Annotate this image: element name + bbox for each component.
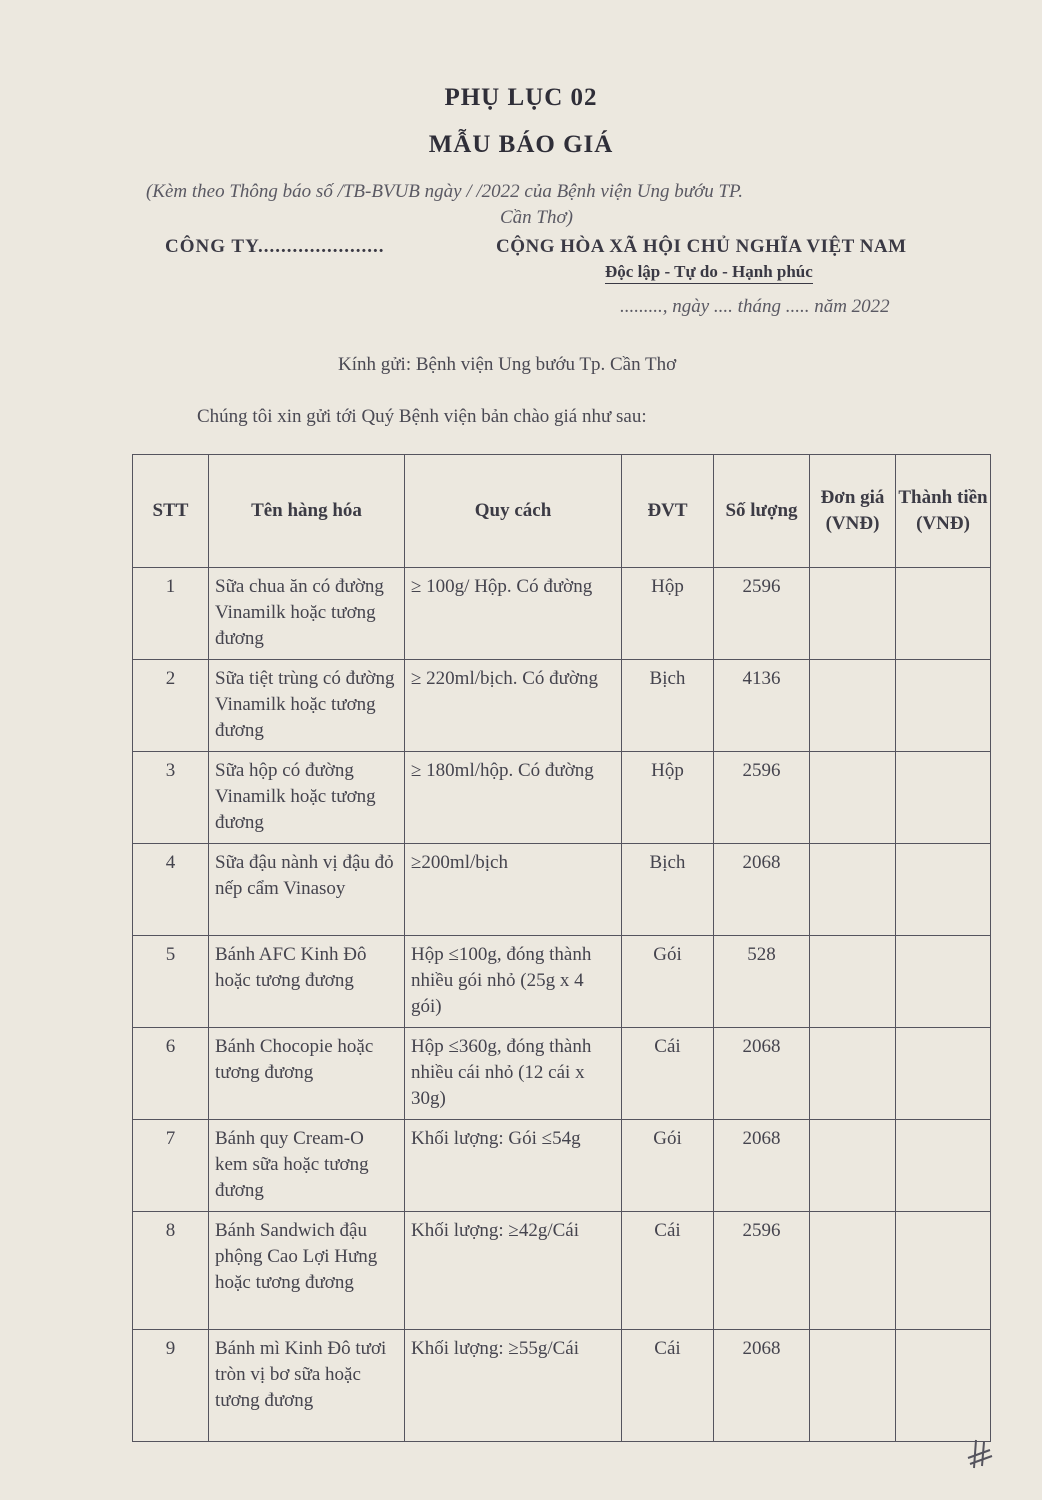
table-row <box>133 1028 991 1120</box>
cell-stt: 9 <box>133 1330 209 1442</box>
cell-name: Bánh quy Cream-O kem sữa hoặc tương đương <box>209 1120 405 1212</box>
cell-name: Bánh Sandwich đậu phộng Cao Lợi Hưng hoặc tương đương <box>209 1212 405 1330</box>
cell-total <box>896 936 991 1028</box>
cell-total <box>896 1120 991 1212</box>
cell-total <box>896 844 991 936</box>
cell-unit: Cái <box>622 1212 714 1330</box>
cell-unit: Bịch <box>622 660 714 752</box>
cell-name: Sữa hộp có đường Vinamilk hoặc tương đương <box>209 752 405 844</box>
cell-qty: 2596 <box>714 752 810 844</box>
table-row <box>133 844 991 936</box>
cell-name: Bánh AFC Kinh Đô hoặc tương đương <box>209 936 405 1028</box>
col-header-stt: STT <box>133 455 209 568</box>
reference-note-line1: (Kèm theo Thông báo số /TB-BVUB ngày / /2022 của Bệnh viện Ung bướu TP. <box>146 181 743 202</box>
date-line: ........., ngày .... tháng ..... năm 2022 <box>620 296 890 317</box>
table-row <box>133 936 991 1028</box>
col-header-total: Thành tiền (VNĐ) <box>896 455 991 568</box>
cell-stt: 6 <box>133 1028 209 1120</box>
cell-name: Bánh Chocopie hoặc tương đương <box>209 1028 405 1120</box>
cell-total <box>896 1028 991 1120</box>
table-row <box>133 568 991 660</box>
cell-total <box>896 568 991 660</box>
cell-stt: 3 <box>133 752 209 844</box>
cell-unit: Hộp <box>622 568 714 660</box>
appendix-title: PHỤ LỤC 02 <box>444 84 598 111</box>
cell-stt: 4 <box>133 844 209 936</box>
col-header-name: Tên hàng hóa <box>209 455 405 568</box>
table-row <box>133 1120 991 1212</box>
cell-price <box>810 660 896 752</box>
cell-total <box>896 1212 991 1330</box>
cell-spec: Hộp ≤100g, đóng thành nhiều gói nhỏ (25g x 4 gói) <box>405 936 622 1028</box>
quote-form-title: MẪU BÁO GIÁ <box>428 131 614 158</box>
cell-spec: Khối lượng: Gói ≤54g <box>405 1120 622 1212</box>
cell-price <box>810 844 896 936</box>
table-row <box>133 752 991 844</box>
cell-spec: ≥ 180ml/hộp. Có đường <box>405 752 622 844</box>
national-motto: Độc lập - Tự do - Hạnh phúc <box>605 262 813 284</box>
cell-spec: ≥ 100g/ Hộp. Có đường <box>405 568 622 660</box>
cell-qty: 2596 <box>714 568 810 660</box>
cell-unit: Hộp <box>622 752 714 844</box>
cell-spec: Khối lượng: ≥42g/Cái <box>405 1212 622 1330</box>
quote-table <box>132 454 991 1442</box>
cell-qty: 2068 <box>714 1028 810 1120</box>
cell-price <box>810 1330 896 1442</box>
cell-stt: 1 <box>133 568 209 660</box>
initials-mark-icon <box>962 1436 996 1477</box>
col-header-unit: ĐVT <box>622 455 714 568</box>
table-header-row <box>133 455 991 568</box>
cell-price <box>810 1212 896 1330</box>
cell-price <box>810 936 896 1028</box>
table-row <box>133 1212 991 1330</box>
cell-stt: 5 <box>133 936 209 1028</box>
cell-qty: 2068 <box>714 844 810 936</box>
table-row <box>133 1330 991 1442</box>
cell-total <box>896 1330 991 1442</box>
table-row <box>133 660 991 752</box>
cell-unit: Gói <box>622 1120 714 1212</box>
cell-name: Sữa tiệt trùng có đường Vinamilk hoặc tương đương <box>209 660 405 752</box>
cell-stt: 2 <box>133 660 209 752</box>
cell-qty: 2068 <box>714 1120 810 1212</box>
recipient-line: Kính gửi: Bệnh viện Ung bướu Tp. Cần Thơ <box>338 354 677 375</box>
cell-qty: 528 <box>714 936 810 1028</box>
intro-line: Chúng tôi xin gửi tới Quý Bệnh viện bản chào giá như sau: <box>197 406 647 427</box>
cell-qty: 4136 <box>714 660 810 752</box>
cell-total <box>896 660 991 752</box>
national-header: CỘNG HÒA XÃ HỘI CHỦ NGHĨA VIỆT NAM <box>496 236 907 257</box>
cell-stt: 8 <box>133 1212 209 1330</box>
col-header-qty: Số lượng <box>714 455 810 568</box>
cell-spec: ≥ 220ml/bịch. Có đường <box>405 660 622 752</box>
cell-total <box>896 752 991 844</box>
cell-name: Bánh mì Kinh Đô tươi tròn vị bơ sữa hoặc tương đương <box>209 1330 405 1442</box>
cell-unit: Cái <box>622 1028 714 1120</box>
cell-unit: Bịch <box>622 844 714 936</box>
cell-unit: Cái <box>622 1330 714 1442</box>
cell-qty: 2596 <box>714 1212 810 1330</box>
cell-spec: ≥200ml/bịch <box>405 844 622 936</box>
cell-spec: Hộp ≤360g, đóng thành nhiều cái nhỏ (12 cái x 30g) <box>405 1028 622 1120</box>
cell-unit: Gói <box>622 936 714 1028</box>
reference-note-line2: Cần Thơ) <box>500 207 573 228</box>
cell-name: Sữa chua ăn có đường Vinamilk hoặc tương đương <box>209 568 405 660</box>
col-header-price: Đơn giá (VNĐ) <box>810 455 896 568</box>
cell-name: Sữa đậu nành vị đậu đỏ nếp cẩm Vinasoy <box>209 844 405 936</box>
cell-price <box>810 1120 896 1212</box>
cell-price <box>810 568 896 660</box>
cell-qty: 2068 <box>714 1330 810 1442</box>
cell-price <box>810 752 896 844</box>
cell-stt: 7 <box>133 1120 209 1212</box>
company-placeholder: CÔNG TY...................... <box>165 236 385 257</box>
cell-spec: Khối lượng: ≥55g/Cái <box>405 1330 622 1442</box>
col-header-spec: Quy cách <box>405 455 622 568</box>
cell-price <box>810 1028 896 1120</box>
